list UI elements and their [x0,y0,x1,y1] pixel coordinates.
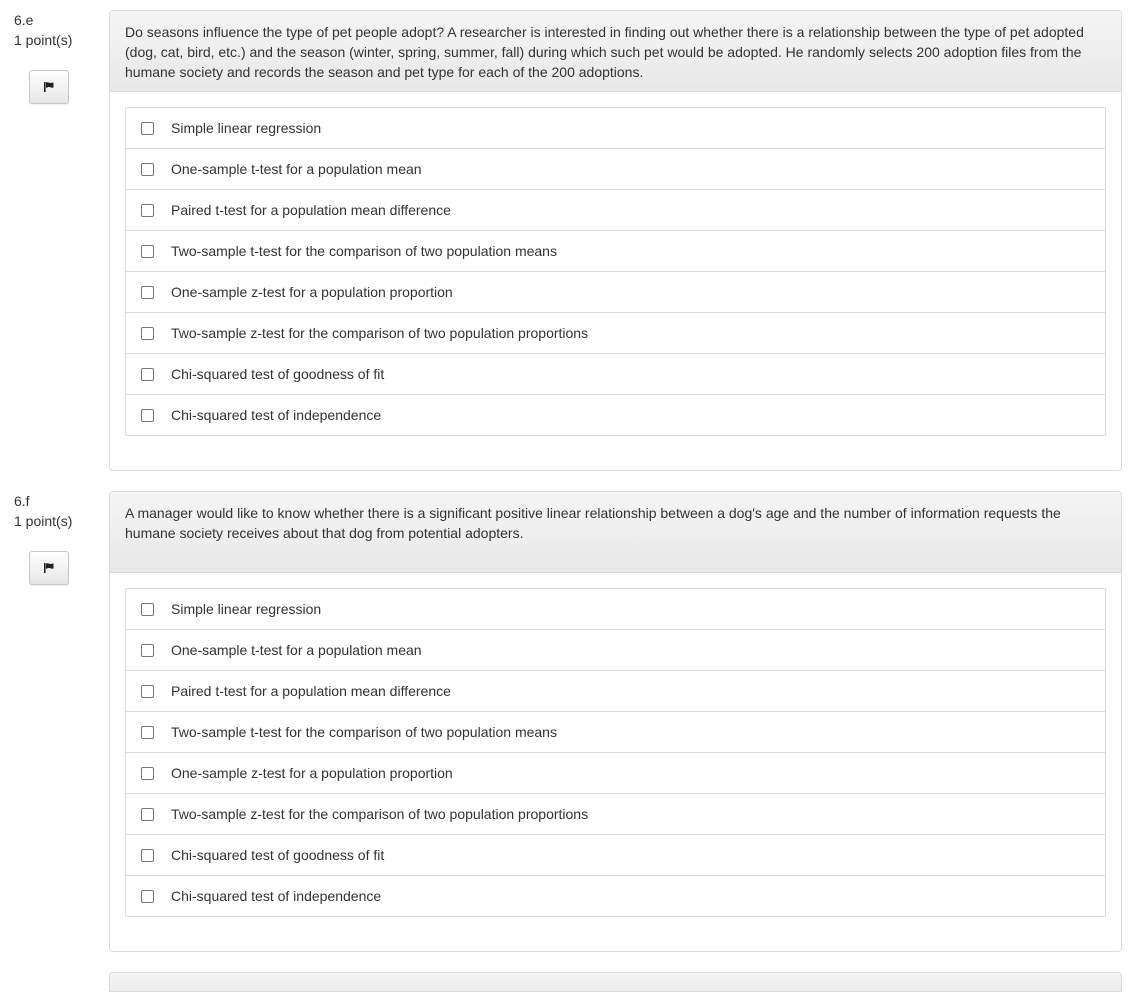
choice-label: Chi-squared test of independence [171,407,382,423]
choice-option[interactable] [126,711,1105,752]
flag-question-button[interactable] [29,551,69,585]
choice-option[interactable] [126,793,1105,834]
checkbox[interactable] [141,685,154,698]
choice-option[interactable] [126,394,1105,435]
choice-label: Two-sample t-test for the comparison of two population means [171,724,557,740]
flag-icon [43,562,55,574]
choice-label: One-sample z-test for a population proportion [171,284,453,300]
checkbox[interactable] [141,849,154,862]
choice-label: One-sample t-test for a population mean [171,161,422,177]
checkbox[interactable] [141,286,154,299]
question-card [109,10,1122,471]
checkbox[interactable] [141,644,154,657]
choice-option[interactable] [126,670,1105,711]
checkbox[interactable] [141,245,154,258]
choice-label: Simple linear regression [171,120,322,136]
choice-option[interactable] [126,752,1105,793]
checkbox[interactable] [141,603,154,616]
checkbox[interactable] [141,409,154,422]
question-points: 1 point(s) [14,32,73,48]
choice-option[interactable] [126,148,1105,189]
choice-option[interactable] [126,271,1105,312]
choice-option[interactable] [126,353,1105,394]
checkbox[interactable] [141,327,154,340]
answer-choices [125,588,1106,917]
question-number: 6.f [14,493,30,509]
question-number: 6.e [14,12,34,28]
choice-label: Two-sample t-test for the comparison of two population means [171,243,557,259]
choice-label: Chi-squared test of goodness of fit [171,847,385,863]
choice-label: Simple linear regression [171,601,322,617]
question-info [14,491,104,531]
question-points: 1 point(s) [14,513,73,529]
card-footer [110,436,1121,470]
choice-option[interactable] [126,108,1105,148]
question-text: A manager would like to know whether there is a significant positive linear relationship between a dog's age and the number of information requests the humane society receives about that dog from potential adopters. [110,492,1121,573]
checkbox[interactable] [141,204,154,217]
checkbox[interactable] [141,163,154,176]
choice-label: One-sample t-test for a population mean [171,642,422,658]
choice-option[interactable] [126,312,1105,353]
checkbox[interactable] [141,767,154,780]
choice-option[interactable] [126,230,1105,271]
question-card [109,491,1122,952]
choice-option[interactable] [126,589,1105,629]
choice-label: One-sample z-test for a population proportion [171,765,453,781]
choice-label: Two-sample z-test for the comparison of two population proportions [171,806,589,822]
choice-label: Paired t-test for a population mean difference [171,683,451,699]
flag-icon [43,81,55,93]
checkbox[interactable] [141,726,154,739]
question-info [14,10,104,50]
choice-label: Chi-squared test of goodness of fit [171,366,385,382]
choice-label: Chi-squared test of independence [171,888,382,904]
checkbox[interactable] [141,368,154,381]
choice-label: Paired t-test for a population mean difference [171,202,451,218]
answer-choices [125,107,1106,436]
choice-option[interactable] [126,189,1105,230]
choice-option[interactable] [126,875,1105,916]
card-footer [110,917,1121,951]
next-question-card [109,972,1122,992]
choice-label: Two-sample z-test for the comparison of two population proportions [171,325,589,341]
choice-option[interactable] [126,629,1105,670]
choice-option[interactable] [126,834,1105,875]
question-text: Do seasons influence the type of pet people adopt? A researcher is interested in finding out whether there is a relationship between the type of pet adopted (dog, cat, bird, etc.) and the season (winter, spring, summer, fall) during which such pet would be adopted. He randomly selects 200 adoption files from the humane society and records the season and pet type for each of the 200 adoptions. [110,11,1121,92]
flag-question-button[interactable] [29,70,69,104]
checkbox[interactable] [141,122,154,135]
checkbox[interactable] [141,808,154,821]
checkbox[interactable] [141,890,154,903]
